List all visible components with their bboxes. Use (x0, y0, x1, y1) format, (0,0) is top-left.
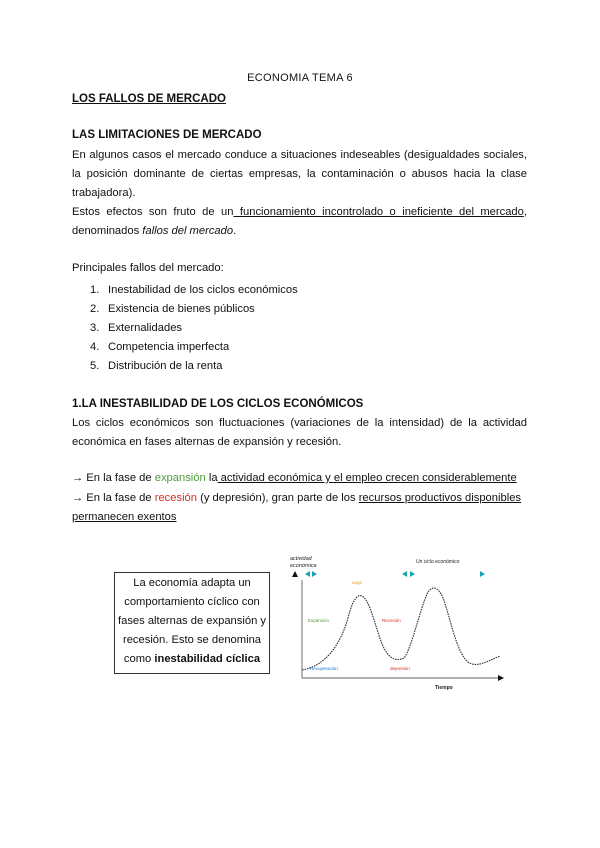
cycle-label: Un ciclo económico (416, 559, 460, 565)
paragraph-fallos (72, 203, 527, 241)
arrow-left-icon (305, 571, 310, 577)
list-item-number: 1. (90, 284, 100, 296)
list-item (90, 319, 298, 338)
list-item (90, 300, 298, 319)
figure-y-label-2: económica (290, 563, 317, 569)
paragraph-fallos-underlined: funcionamiento incontrolado o ineficiente del mercado (233, 206, 524, 218)
fallos-list (90, 281, 298, 376)
cycle-end-arrow-icon (480, 571, 485, 577)
x-axis-arrow-icon (498, 675, 504, 681)
recesion-word: recesión (154, 492, 198, 504)
paragraph-fallos-period: . (233, 225, 237, 237)
line-recesion-prefix: → En la fase de (72, 492, 155, 504)
cycle-arrow-left-icon (402, 571, 407, 577)
cycle-curve (302, 588, 500, 670)
paragraph-intro: En algunos casos el mercado conduce a situaciones indeseables (desigualdades sociales, la posición dominante de ciertas empresas, la contaminación o abusos hacia la clase trabajadora). (72, 149, 527, 199)
figure-y-label-1: actividad (290, 556, 312, 562)
line-recesion-cont (72, 511, 176, 523)
list-item-text: Externalidades (108, 322, 183, 334)
expansion-label: Expansión (308, 618, 330, 623)
expansion-word: expansión (154, 472, 206, 484)
list-item-number: 2. (90, 303, 100, 315)
document-title: ECONOMIA TEMA 6 (247, 72, 353, 84)
list-item-number: 3. (90, 322, 100, 334)
list-item-text: Competencia imperfecta (108, 341, 230, 353)
list-item-text: Distribución de la renta (108, 360, 223, 372)
arrow-right-icon (312, 571, 317, 577)
list-item-number: 4. (90, 341, 100, 353)
depression-label: depresión (390, 666, 410, 671)
trough-label: Recuperación (310, 666, 338, 671)
line-recesion (72, 492, 521, 504)
section-heading-limitaciones: LAS LIMITACIONES DE MERCADO (72, 129, 262, 141)
recession-label: Recesión (382, 618, 401, 623)
line-recesion-cont-underlined: permanecen exentos (72, 511, 177, 523)
figure-x-label: Tiempo (435, 685, 453, 691)
list-intro: Principales fallos del mercado: (72, 262, 224, 274)
line-expansion-underlined: actividad económica y el empleo crecen considerablemente (217, 472, 517, 484)
business-cycle-figure (280, 548, 510, 698)
line-recesion-mid: (y depresión), gran parte de los (197, 492, 359, 504)
summary-box-text: La economía adapta un comportamiento cíclico con fases alternas de expansión y recesión. Esto se denomina como (117, 577, 267, 665)
section-heading-inestabilidad: 1.LA INESTABILIDAD DE LOS CICLOS ECONÓMICOS (72, 398, 364, 410)
list-item-text: Inestabilidad de los ciclos económicos (108, 284, 298, 296)
cycle-arrow-right-icon (410, 571, 415, 577)
paragraph-fallos-start: Estos efectos son fruto de un (72, 206, 234, 218)
paragraph-fallos-end: , denominados (72, 206, 527, 237)
line-expansion (72, 472, 517, 484)
line-expansion-prefix: → En la fase de (72, 472, 155, 484)
list-item-text: Existencia de bienes públicos (108, 303, 255, 315)
summary-box (114, 572, 270, 674)
list-item (90, 281, 298, 300)
peak-label: auge (352, 580, 363, 585)
y-axis-arrow-icon (292, 571, 298, 577)
summary-box-bold: inestabilidad cíclica (154, 653, 261, 665)
line-expansion-mid: la (205, 472, 218, 484)
line-recesion-underlined: recursos productivos disponibles (358, 492, 522, 504)
paragraph-fallos-italic: fallos del mercado (142, 225, 234, 237)
list-item-number: 5. (90, 360, 100, 372)
list-item (90, 357, 298, 376)
main-heading: LOS FALLOS DE MERCADO (72, 93, 226, 105)
paragraph-ciclos: Los ciclos económicos son fluctuaciones (variaciones de la intensidad) de la actividad económica en fases alternas de expansión y recesión. (72, 417, 527, 448)
list-item (90, 338, 298, 357)
